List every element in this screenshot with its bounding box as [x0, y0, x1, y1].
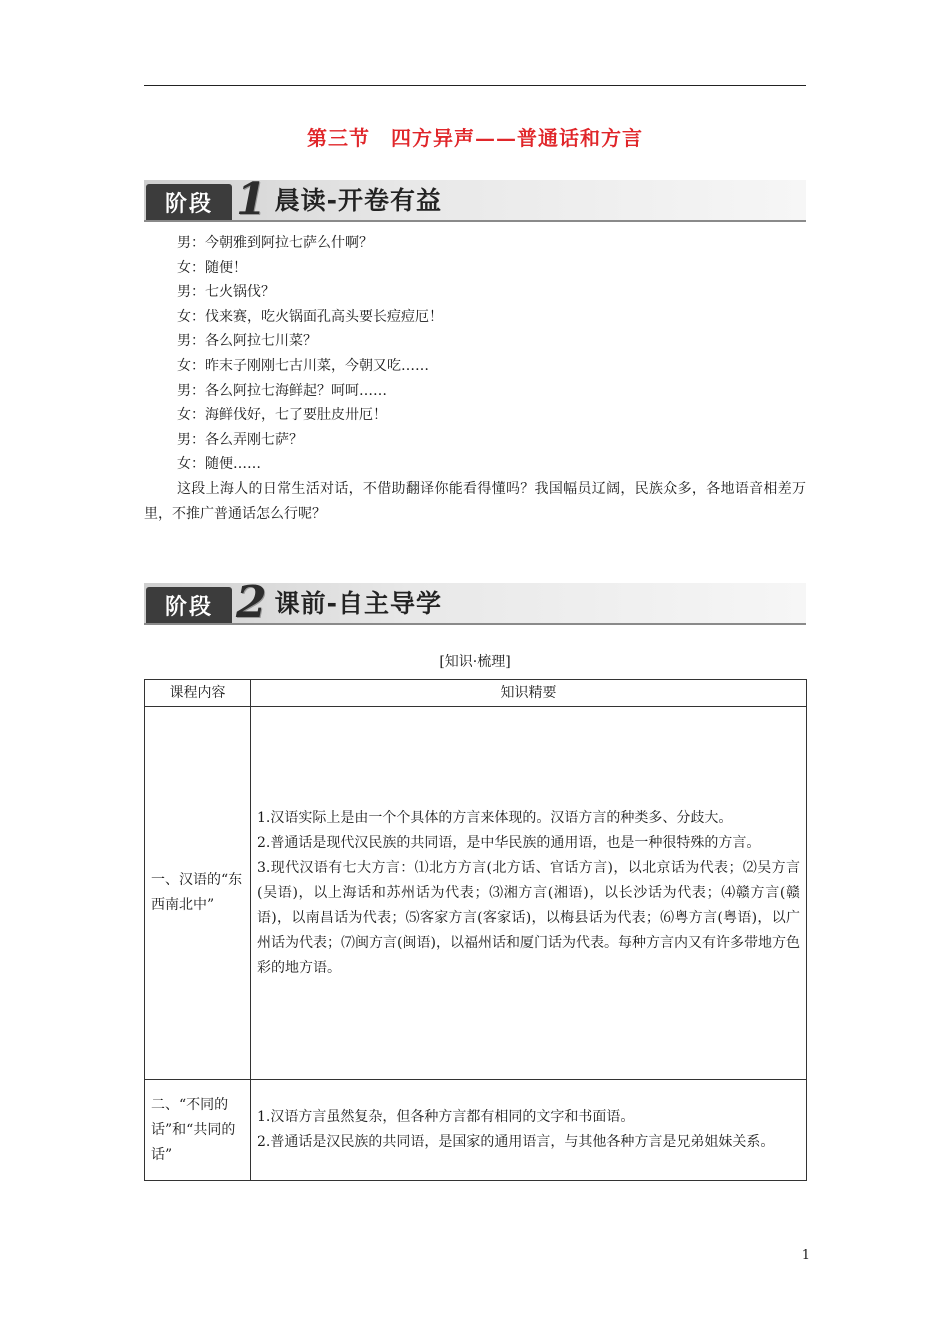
topic-cell: 一、汉语的“东西南北中” — [145, 707, 251, 1080]
dialogue-line: 女：海鲜伐好，七了要肚皮卅厄！ — [177, 407, 387, 424]
table-row — [145, 1080, 807, 1181]
content-cell — [251, 707, 807, 1080]
column-header: 课程内容 — [145, 680, 251, 707]
header-rule — [144, 85, 806, 86]
knowledge-point: 1.汉语方言虽然复杂，但各种方言都有相同的文字和书面语。 — [257, 1109, 635, 1125]
stage-label: 晨读-开卷有益 — [274, 186, 443, 215]
knowledge-point: 1.汉语实际上是由一个个具体的方言来体现的。汉语方言的种类多、分歧大。 — [257, 809, 733, 826]
topic-cell: 二、“不同的话”和“共同的话” — [145, 1080, 251, 1181]
dialogue-line: 女：昨末子刚刚七古川菜，今朝又吃…… — [177, 357, 429, 374]
reading-passage — [144, 231, 806, 526]
table-row — [145, 707, 807, 1080]
knowledge-point: 3.现代汉语有七大方言：⑴北方方言(北方话、官话方言)，以北京话为代表；⑵吴方言(吴语)，以上海话和苏州话为代表；⑶湘方言(湘语)，以长沙话为代表；⑷赣方言(赣语)，以南昌话为代表；⑸客家方言(客家话)，以梅县话为代表；⑹粤方言(粤语)，以广州话为代表；⑺闽方言(闽语)，以福州话和厦门话为代表。每种方言内又有许多带地方色彩的地方语。 — [257, 859, 800, 976]
dialogue-line: 男：各么弄刚七萨？ — [177, 431, 303, 448]
stage-1-banner — [144, 174, 806, 225]
knowledge-point: 2.普通话是现代汉民族的共同语，是中华民族的通用语，也是一种很特殊的方言。 — [257, 834, 761, 851]
dialogue-line: 男：各么阿拉七海鲜起？呵呵…… — [177, 382, 387, 399]
table-header-row — [145, 680, 807, 707]
knowledge-point: 2.普通话是汉民族的共同语，是国家的通用语言，与其他各种方言是兄弟姐妹关系。 — [257, 1134, 775, 1150]
section-title: 第三节 四方异声——普通话和方言 — [307, 126, 643, 150]
dialogue-line: 男：七火锅伐？ — [177, 284, 275, 301]
dialogue-line: 女：随便…… — [177, 456, 261, 473]
dialogue-line: 男：各么阿拉七川菜？ — [177, 333, 317, 350]
stage-2-banner — [144, 577, 806, 628]
dialogue-line: 男：今朝雅到阿拉七萨么什啊？ — [177, 235, 373, 251]
column-header: 知识精要 — [251, 680, 807, 707]
table-caption: [知识·梳理] — [439, 654, 511, 670]
stage-label: 课前-自主导学 — [274, 589, 443, 618]
dialogue-line: 女：伐来赛，吃火锅面孔高头要长痘痘厄！ — [177, 308, 443, 325]
stage-tag: 阶段 — [146, 587, 232, 623]
stage-number: 1 — [236, 174, 267, 225]
content-cell — [251, 1080, 807, 1181]
dialogue-line: 女：随便！ — [177, 259, 247, 276]
stage-tag: 阶段 — [146, 184, 232, 220]
stage-number: 2 — [236, 577, 267, 628]
knowledge-table — [144, 679, 807, 1181]
page-number: 1 — [801, 1248, 810, 1263]
intro-paragraph: 这段上海人的日常生活对话，不借助翻译你能看得懂吗？我国幅员辽阔，民族众多，各地语音相差万里，不推广普通话怎么行呢？ — [144, 480, 806, 522]
